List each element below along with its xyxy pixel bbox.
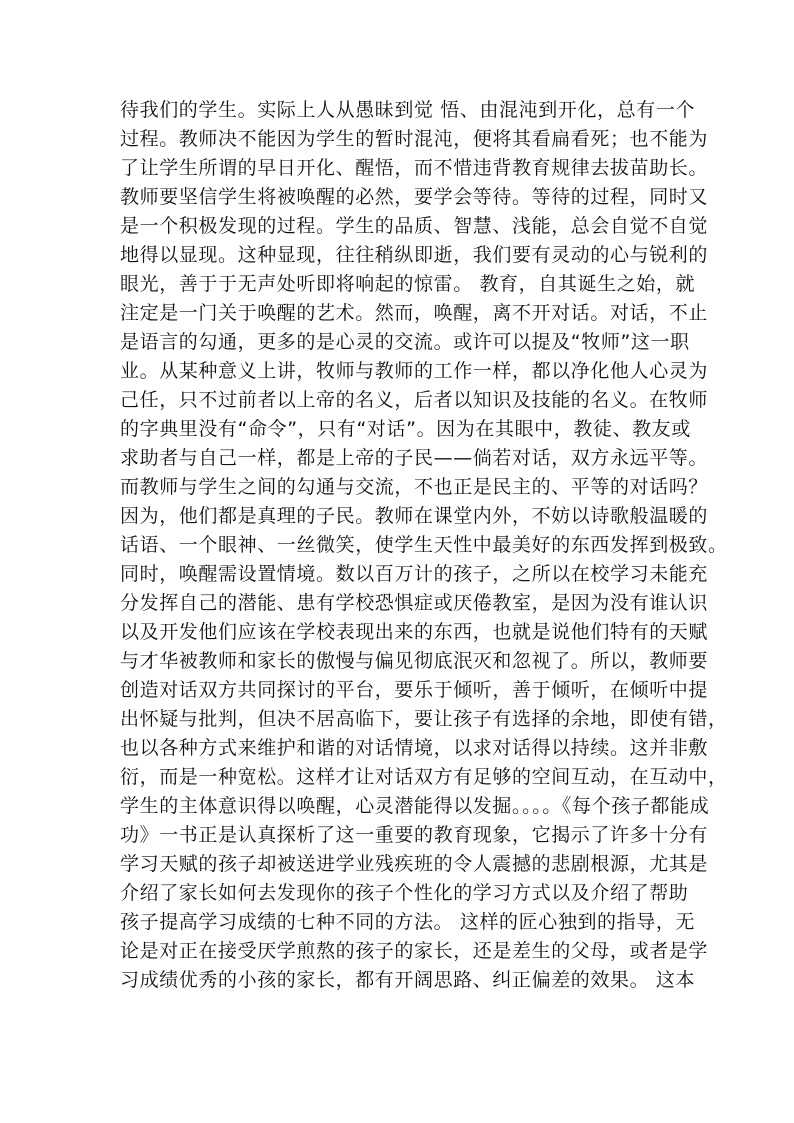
text-line: 是一个积极发现的过程。学生的品质、智慧、浅能，总会自觉不自觉 xyxy=(120,215,709,237)
text-line: 教师要坚信学生将被唤醒的必然，要学会等待。等待的过程，同时又 xyxy=(120,186,709,208)
text-line: 了让学生所谓的早日开化、醒悟，而不惜违背教育规律去拔苗助长。 xyxy=(120,157,709,179)
text-line: 习成绩优秀的小孩的家长，都有开阔思路、纠正偏差的效果。 这本 xyxy=(120,969,696,991)
text-line: 出怀疑与批判，但决不居高临下，要让孩子有选择的余地，即使有错， xyxy=(120,708,728,730)
text-line: 己任，只不过前者以上帝的名义，后者以知识及技能的名义。在牧师 xyxy=(120,389,709,411)
text-line: 学生的主体意识得以唤醒，心灵潜能得以发掘。。。。《每个孩子都能成 xyxy=(120,795,710,817)
text-line: 因为，他们都是真理的子民。教师在课堂内外，不妨以诗歌般温暖的 xyxy=(120,505,709,527)
text-line: 与才华被教师和家长的傲慢与偏见彻底泯灭和忽视了。所以，教师要 xyxy=(120,650,709,672)
text-line: 话语、一个眼神、一丝微笑，使学生天性中最美好的东西发挥到极致。 xyxy=(120,534,728,556)
text-line: 地得以显现。这种显现，往往稍纵即逝，我们要有灵动的心与锐利的 xyxy=(120,244,709,266)
text-line: 待我们的学生。实际上人从愚昧到觉 悟、由混沌到开化，总有一个 xyxy=(120,99,696,121)
text-line: 学习天赋的孩子却被送进学业残疾班的令人震撼的悲剧根源，尤其是 xyxy=(120,853,709,875)
text-line: 功》一书正是认真探析了这一重要的教育现象，它揭示了许多十分有 xyxy=(120,824,709,846)
text-line: 过程。教师决不能因为学生的暂时混沌，便将其看扁看死；也不能为 xyxy=(120,128,709,150)
text-line: 介绍了家长如何去发现你的孩子个性化的学习方式以及介绍了帮助 xyxy=(120,882,689,904)
text-line: 眼光，善于于无声处听即将响起的惊雷。 教育，自其诞生之始，就 xyxy=(120,273,696,295)
body-text xyxy=(120,96,728,995)
text-line: 孩子提高学习成绩的七种不同的方法。 这样的匠心独到的指导，无 xyxy=(120,911,696,933)
text-line: 也以各种方式来维护和谐的对话情境，以求对话得以持续。这并非敷 xyxy=(120,737,709,759)
text-line: 而教师与学生之间的勾通与交流，不也正是民主的、平等的对话吗？ xyxy=(120,476,709,498)
text-line: 同时，唤醒需设置情境。数以百万计的孩子，之所以在校学习未能充 xyxy=(120,563,709,585)
text-line: 是语言的勾通，更多的是心灵的交流。或许可以提及“牧师”这一职 xyxy=(120,331,690,353)
text-line: 的字典里没有“命令”，只有“对话”。因为在其眼中，教徒、教友或 xyxy=(120,418,691,440)
text-line: 求助者与自己一样，都是上帝的子民——倘若对话，双方永远平等。 xyxy=(120,447,709,469)
text-line: 衍，而是一种宽松。这样才让对话双方有足够的空间互动，在互动中， xyxy=(120,766,728,788)
text-line: 业。从某种意义上讲，牧师与教师的工作一样，都以净化他人心灵为 xyxy=(120,360,709,382)
text-line: 论是对正在接受厌学煎熬的孩子的家长，还是差生的父母，或者是学 xyxy=(120,940,709,962)
text-line: 以及开发他们应该在学校表现出来的东西，也就是说他们特有的天赋 xyxy=(120,621,709,643)
text-line: 分发挥自己的潜能、患有学校恐惧症或厌倦教室，是因为没有谁认识 xyxy=(120,592,709,614)
text-line: 注定是一门关于唤醒的艺术。然而，唤醒，离不开对话。对话，不止 xyxy=(120,302,709,324)
text-line: 创造对话双方共同探讨的平台，要乐于倾听，善于倾听，在倾听中提 xyxy=(120,679,709,701)
